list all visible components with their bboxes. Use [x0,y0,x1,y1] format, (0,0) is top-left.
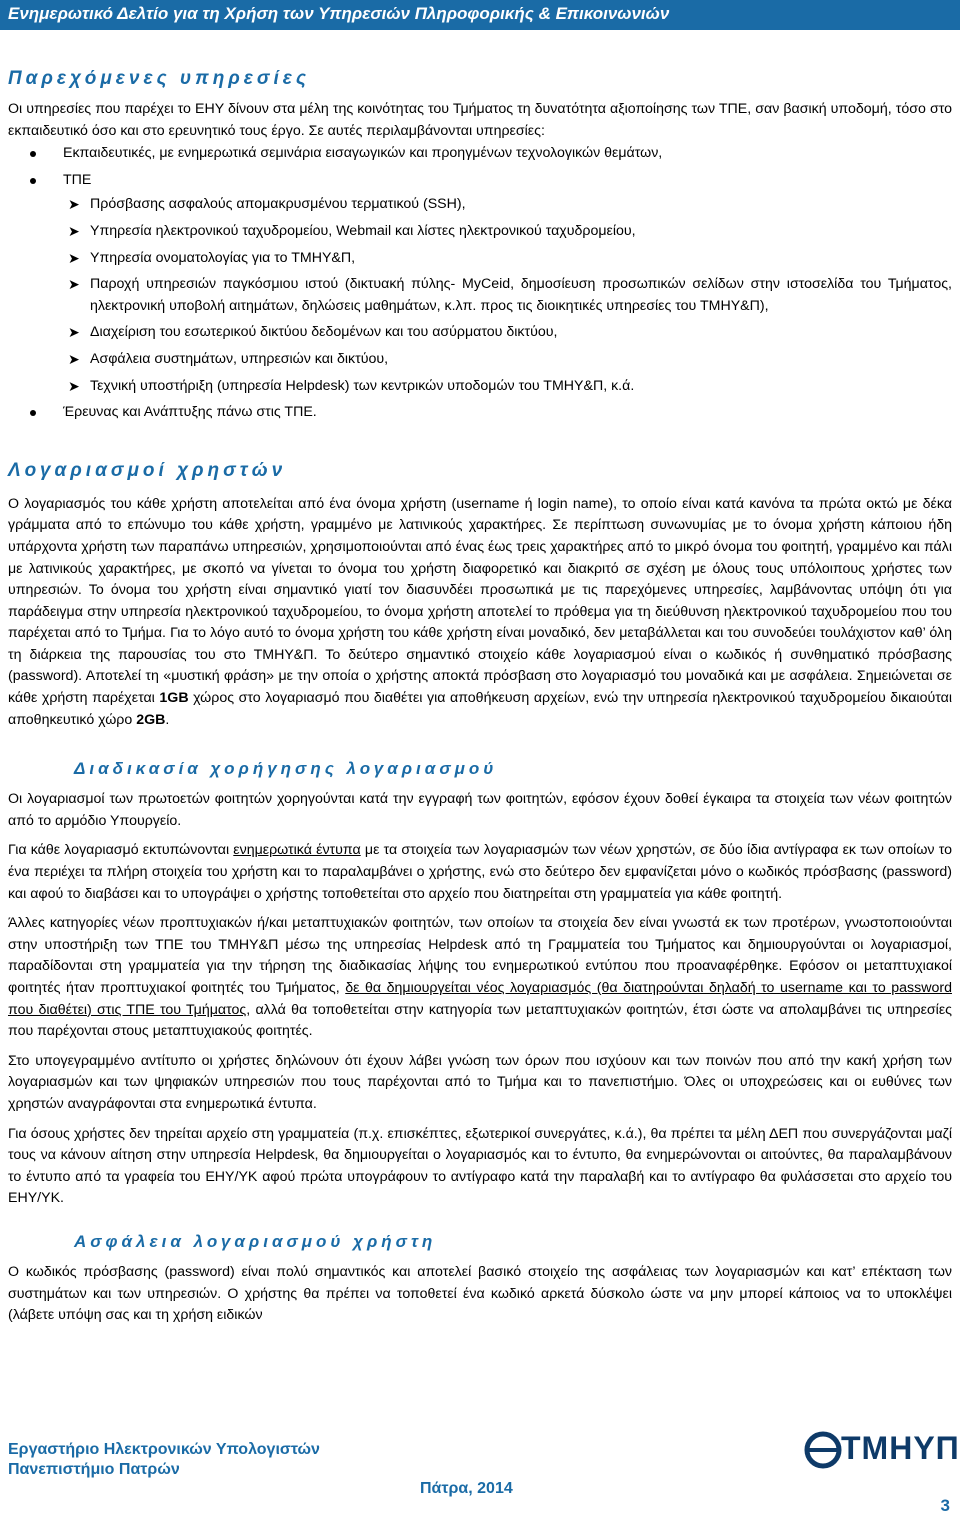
section-title-account-procedure: Διαδικασία χορήγησης λογαριασμού [74,759,498,779]
section-title-account-security: Ασφάλεια λογαριασμού χρήστη [74,1231,437,1251]
arrow-icon: ➤ [68,249,80,266]
page-number: 3 [940,1496,950,1515]
ict-sublist [8,194,952,397]
list-item: ➤ Ασφάλεια συστημάτων, υπηρεσιών και δικτύου, [8,349,952,371]
accounts-paragraph: Ο λογαριασμός του κάθε χρήστη αποτελείται από ένα όνομα χρήστη (username ή login name), το οποίο είναι κατά κανόνα τα πρώτα οκτώ με δέκα γράμματα από το επώνυμο του κάθε χρήστη, γραμμένο με λατινικούς χαρακτήρες. Σε περίπτωση συνωνυμίας με το όνομα χρήστη κάποιου ήδη υπάρχοντα χρήστη των παραπάνω υπηρεσιών, χρησιμοποιούνται από ένας έως τρεις χαρακτήρες από το μικρό όνομα του φοιτητή, γραμμένο και πάλι με λατινικούς χαρακτήρες, με σκοπό να γίνεται το όνομα του χρήστη διαφορετικό και διακριτό σε σχέση με όλους τους υπόλοιπους χρήστες των υπηρεσιών. Το όνομα του χρήστη είναι σημαντικό γιατί τον διασυνδέει προσωπικά με τις παρεχόμενες υπηρεσίες, λαμβάνοντας υπόψη ότι για παράδειγμα στην υπηρεσία ηλεκτρονικού ταχυδρομείου, το όνομα χρήστη αποτελεί το πρόθεμα για τη διεύθυνση ηλεκτρονικού ταχυδρομείου που του παρέχεται από το Τμήμα. Για το λόγο αυτό το όνομα χρήστη του κάθε χρήστη είναι μοναδικό, δεν μεταβάλλεται και του συνοδεύει τουλάχιστον καθ’ όλη τη διάρκεια της παρουσίας του στο ΤΜΗΥ&Π. Το δεύτερο σημαντικό στοιχείο κάθε λογαριασμού είναι ο κωδικός ή συνθηματικό πρόσβασης (password). Αποτελεί τη «μυστική φράση» με την οποία ο χρήστης αποκτά πρόσβαση στο λογαριασμό του μοναδικά και με ασφάλεια. Σημειώνεται σε κάθε χρήστη παρέχεται 1GB χώρος στο λογαριασμό που διαθέτει για αποθήκευση αρχείων, ενώ την υπηρεσία ηλεκτρονικού ταχυδρομείου δικαιούται αποθηκευτικό χώρο 2GB. [8,495,952,728]
footer-university: Πανεπιστήμιο Πατρών [8,1461,180,1478]
procedure-paragraph-4: Στο υπογεγραμμένο αντίτυπο οι χρήστες δηλώνουν ότι έχουν λάβει γνώση των όρων που ισχύουν και των ποινών που από την κακή χρήση των λογαριασμών και των ψηφιακών υπηρεσιών που τους παρέχονται από το Τμήμα και το πανεπιστήμιο. Όλες οι υποχρεώσεις και οι ευθύνες των χρηστών αναγράφονται στα ενημερωτικά έντυπα. [8,1052,952,1112]
arrow-icon: ➤ [68,276,80,293]
list-item: ➤ Υπηρεσία ηλεκτρονικού ταχυδρομείου, Webmail και λίστες ηλεκτρονικού ταχυδρομείου, [8,221,952,243]
list-item: Εκπαιδευτικές, με ενημερωτικά σεμινάρια εισαγωγικών και προηγμένων τεχνολογικών θεμάτων, [8,143,952,165]
list-item: ➤ Υπηρεσία ονοματολογίας για το ΤΜΗΥ&Π, [8,248,952,270]
arrow-icon: ➤ [68,324,80,341]
procedure-paragraph-3: Άλλες κατηγορίες νέων προπτυχιακών ή/και μεταπτυχιακών φοιτητών, των οποίων τα στοιχεία δεν είναι γνωστά εκ των προτέρων, γνωστοποιούνται στην υποστήριξη των ΤΠΕ του ΤΜΗΥ&Π μέσω της υπηρεσίας Helpdesk από τη Γραμματεία του Τμήματος και δημιουργούνται οι λογαριασμοί, παραδίδονται στη γραμματεία για την τήρηση της διαδικασίας λήψης του ενημερωτικού εντύπου που προαναφέρθηκε. Εφόσον οι μεταπτυχιακοί φοιτητές ήταν προπτυχιακοί φοιτητές του Τμήματος, δε θα δημιουργείται νέος λογαριασμός (θα διατηρούνται δηλαδή το username και το password που διαθέτει) στις ΤΠΕ του Τμήματος, αλλά θα τοποθετείται στην κατηγορία των μεταπτυχιακών φοιτητών, έτσι ώστε να απολαμβάνει τις υπηρεσίες που παρέχονται στους μεταπτυχιακούς φοιτητές. [8,915,952,1040]
arrow-icon: ➤ [68,222,80,239]
list-item: ➤ Τεχνική υποστήριξη (υπηρεσία Helpdesk) των κεντρικών υποδομών του ΤΜΗΥ&Π, κ.ά. [8,376,952,398]
section-title-accounts: Λογαριασμοί χρηστών [8,459,287,481]
services-list [8,143,952,424]
department-logo [803,1426,960,1484]
bullet-icon [30,410,36,416]
bullet-icon [30,151,36,157]
arrow-icon: ➤ [68,196,80,213]
security-paragraph: Ο κωδικός πρόσβασης (password) είναι πολύ σημαντικός και αποτελεί βασικό στοιχείο της ασφάλειας των λογαριασμών και κατ’ επέκταση των συστημάτων και των υπηρεσιών. Ο χρήστης θα πρέπει να τοποθετεί ένα κωδικό αρκετά δύσκολο ώστε να μην μπορεί κάποιος να το υποκλέψει (λάβετε υπόψη σας και τη χρήση ειδικών [8,1263,952,1324]
logo-text: ΤΜΗΥΠ [841,1430,960,1466]
header-title: Ενημερωτικό Δελτίο για τη Χρήση των Υπηρεσιών Πληροφορικής & Επικοινωνιών [8,4,670,23]
procedure-paragraph-2: Για κάθε λογαριασμό εκτυπώνονται ενημερωτικά έντυπα με τα στοιχεία των λογαριασμών των νέων χρηστών, σε δύο ίδια αντίγραφα εκ των οποίων το ένα περιέχει τα πλήρη στοιχεία του χρήστη και το παραλαμβάνει ο χρήστης, ενώ στο δεύτερο δεν εμφανίζεται μόνο ο κωδικός πρόσβασης (password) και αφού το διαβάσει και το υπογράψει ο χρήστης τοποθετείται στο αρχείο που διατηρείται στη γραμματεία για κάθε φοιτητή. [8,842,952,902]
section-title-services: Παρεχόμενες υπηρεσίες [8,68,310,89]
bullet-icon [30,178,36,184]
procedure-paragraph-5: Για όσους χρήστες δεν τηρείται αρχείο στη γραμματεία (π.χ. επισκέπτες, εξωτερικοί συνεργάτες, κ.ά.), θα πρέπει τα μέλη ΔΕΠ που συνεργάζονται μαζί τους να κάνουν αίτηση στην υπηρεσία Helpdesk, θα δημιουργείται ο λογαριασμός και το έντυπο, θα ενημερώνονται οι αιτούντες, θα παραλαμβάνουν το έντυπο από τα γραφεία του ΕΗΥ/ΥΚ αφού πρώτα υπογράφουν το αντίγραφο κατά την παραλαβή και το αντίγραφο θα φυλάσσεται στο αρχείο του ΕΗΥ/ΥΚ. [8,1125,952,1207]
arrow-icon: ➤ [68,377,80,394]
arrow-icon: ➤ [68,350,80,367]
header-bar [0,0,960,30]
services-intro: Οι υπηρεσίες που παρέχει το ΕΗΥ δίνουν στα μέλη της κοινότητας του Τμήματος τη δυνατότητα αξιοποίησης των ΤΠΕ, σαν βασική υποδομή, τόσο στο εκπαιδευτικό όσο και στο ερευνητικό τους έργο. Σε αυτές περιλαμβάνονται υπηρεσίες: [8,101,952,139]
list-item: ➤ Διαχείριση του εσωτερικού δικτύου δεδομένων και του ασύρματου δικτύου, [8,322,952,344]
footer-city-year: Πάτρα, 2014 [420,1480,513,1497]
document-body [8,68,952,1327]
list-item: ΤΠΕ ➤ Πρόσβασης ασφαλούς απομακρυσμένου τερματικού (SSH), ➤ Υπηρεσία ηλεκτρονικού ταχυδρομείου, Webmail και λίστες ηλεκτρονικού ταχυδρομείου, ➤ Υπηρεσία ονοματολογίας για το ΤΜΗΥ&Π, ➤ Παροχή υπηρεσιών παγκόσμιου ιστού (δικτυακή πύλης- MyCeid, δημοσίευση προσωπικών σελίδων στην ιστοσελίδα του Τμήματος, ηλεκτρονική υποβολή αιτημάτων, δηλώσεις μαθημάτων, κ.λπ. προς τις διοικητικές υπηρεσίες του ΤΜΗΥ&Π), ➤ Διαχείριση του εσωτερικού δικτύου δεδομένων και του ασύρματου δικτύου, ➤ Ασφάλεια συστημάτων, υπηρεσιών και δικτύου, ➤ Τεχνική υποστήριξη (υπηρεσία Helpdesk) των κεντρικών υποδομών του ΤΜΗΥ&Π, κ.ά. [8,170,952,397]
list-item: ➤ Πρόσβασης ασφαλούς απομακρυσμένου τερματικού (SSH), [8,194,952,216]
list-item: Έρευνας και Ανάπτυξης πάνω στις ΤΠΕ. [8,402,952,424]
footer-lab-name: Εργαστήριο Ηλεκτρονικών Υπολογιστών [8,1441,320,1458]
procedure-paragraph-1: Οι λογαριασμοί των πρωτοετών φοιτητών χορηγούνται κατά την εγγραφή των φοιτητών, εφόσον έχουν δοθεί έγκαιρα τα στοιχεία των νέων φοιτητών από το αρμόδιο Υπουργείο. [8,791,952,829]
list-item: ➤ Παροχή υπηρεσιών παγκόσμιου ιστού (δικτυακή πύλης- MyCeid, δημοσίευση προσωπικών σελίδων στην ιστοσελίδα του Τμήματος, ηλεκτρονική υποβολή αιτημάτων, δηλώσεις μαθημάτων, κ.λπ. προς τις διοικητικές υπηρεσίες του ΤΜΗΥ&Π), [68,276,952,314]
logo-emblem-icon [803,1428,843,1474]
